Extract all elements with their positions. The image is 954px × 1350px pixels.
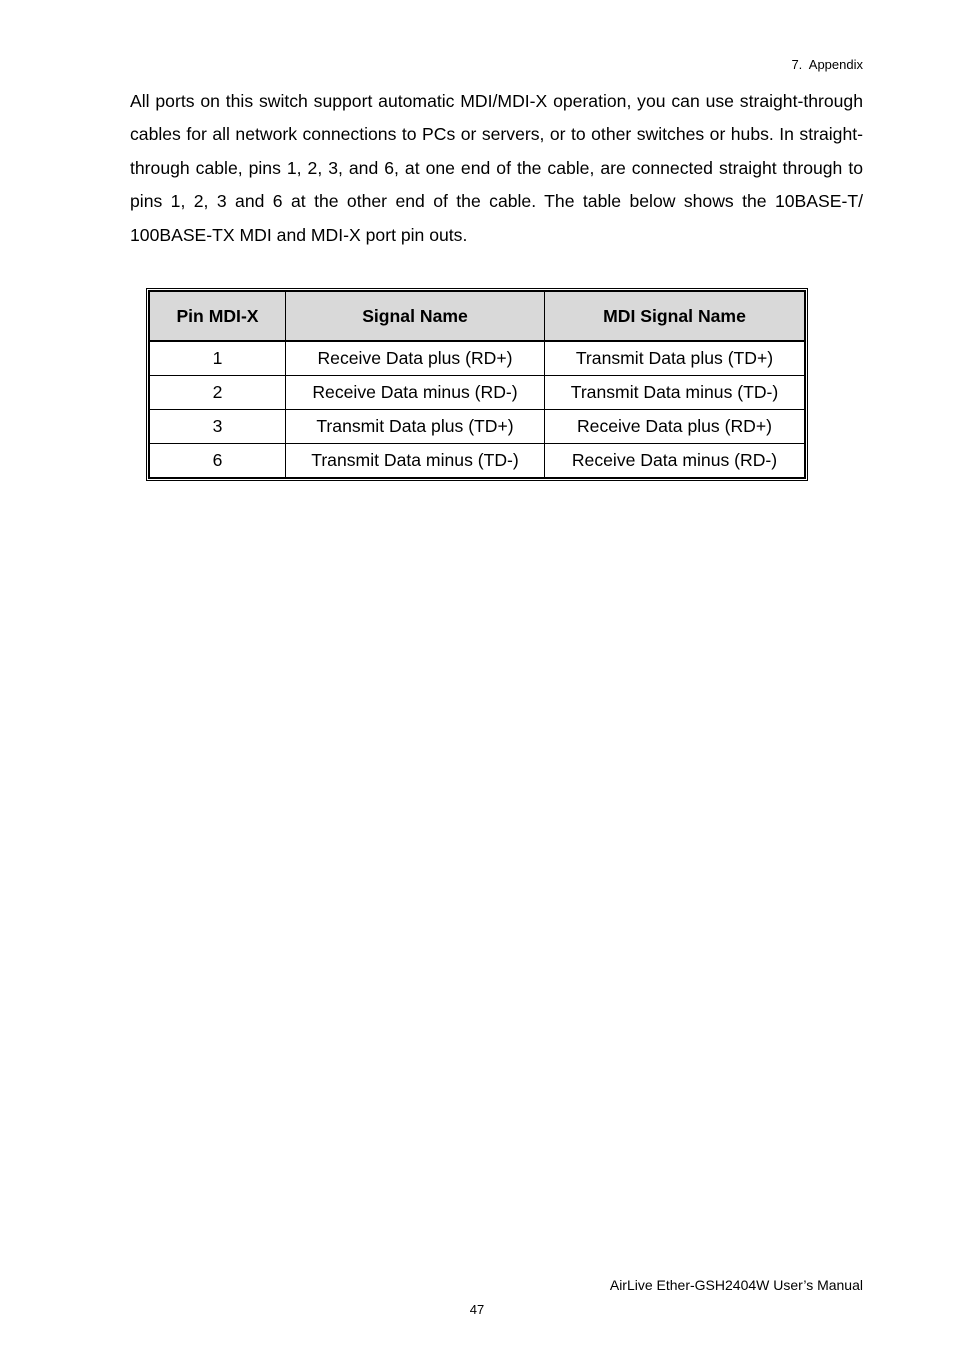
table-cell-signal: Receive Data plus (RD+) bbox=[286, 342, 545, 376]
page-number: 47 bbox=[469, 1302, 485, 1317]
table-cell-pin: 2 bbox=[150, 376, 286, 410]
table-cell-pin: 3 bbox=[150, 410, 286, 444]
table-cell-pin: 1 bbox=[150, 342, 286, 376]
table-header-row bbox=[150, 292, 804, 342]
header-mdi-signal-name: MDI Signal Name bbox=[545, 292, 804, 342]
pin-table-container bbox=[148, 290, 806, 479]
table-row bbox=[150, 410, 804, 444]
table-row bbox=[150, 376, 804, 410]
table-cell-signal: Receive Data minus (RD-) bbox=[286, 376, 545, 410]
table-row bbox=[150, 342, 804, 376]
pin-out-table bbox=[148, 290, 806, 479]
header-signal-name: Signal Name bbox=[286, 292, 545, 342]
table-row bbox=[150, 444, 804, 477]
table-cell-mdi-signal: Receive Data plus (RD+) bbox=[545, 410, 804, 444]
table-cell-pin: 6 bbox=[150, 444, 286, 477]
body-paragraph: All ports on this switch support automatic MDI/MDI-X operation, you can use straight-through cables for all network connections to PCs or servers, or to other switches or hubs. In straight-through cable, pins 1, 2, 3, and 6, at one end of the cable, are connected straight through to pins 1, 2, 3 and 6 at the other end of the cable. The table below shows the 10BASE-T/ 100BASE-TX MDI and MDI-X port pin outs. bbox=[130, 91, 863, 245]
table-cell-mdi-signal: Transmit Data plus (TD+) bbox=[545, 342, 804, 376]
footer-manual-title: AirLive Ether-GSH2404W User’s Manual bbox=[609, 1277, 863, 1293]
table-cell-signal: Transmit Data minus (TD-) bbox=[286, 444, 545, 477]
table-cell-mdi-signal: Receive Data minus (RD-) bbox=[571, 450, 778, 470]
header-pin-mdix: Pin MDI-X bbox=[150, 292, 286, 342]
running-header: 7. Appendix bbox=[791, 57, 863, 72]
table-cell-mdi-signal: Transmit Data minus (TD-) bbox=[545, 376, 804, 410]
table-cell-signal: Transmit Data plus (TD+) bbox=[286, 410, 545, 444]
